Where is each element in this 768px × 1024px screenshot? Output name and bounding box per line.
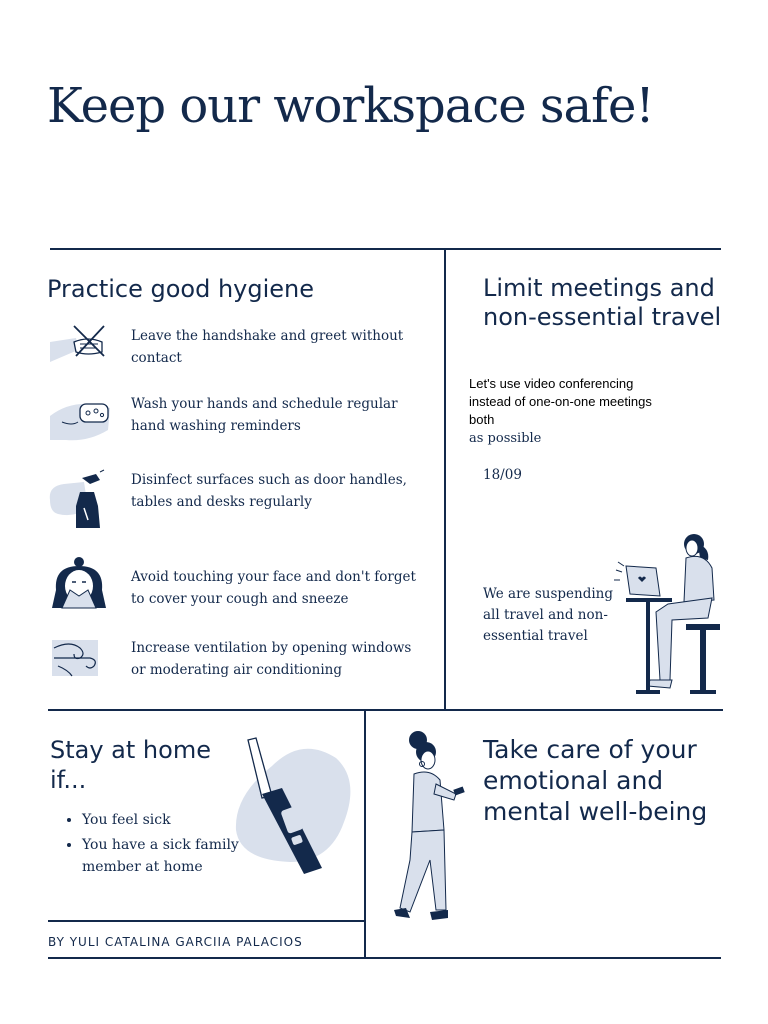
hand-washing-icon (48, 396, 114, 446)
thermometer-icon (232, 736, 356, 878)
upper-vertical-divider (444, 249, 446, 710)
stay-home-list (50, 809, 252, 881)
wellbeing-heading: Take care of your emotional and mental well-being (483, 735, 708, 826)
hygiene-item-ventilation: Increase ventilation by opening windows or moderating air conditioning (131, 640, 412, 678)
video-line-3: both (469, 412, 495, 427)
video-line-last: as possible (469, 431, 542, 446)
stay-home-heading: Stay at home if... (50, 736, 211, 794)
byline-divider (48, 920, 365, 922)
woman-phone-illustration (390, 730, 470, 924)
cough-face-icon (50, 556, 108, 610)
spray-bottle-icon (44, 468, 106, 532)
hygiene-item-face: Avoid touching your face and don't forget to cover your cough and sneeze (131, 569, 416, 607)
meetings-heading-line2: non-essential travel (483, 303, 722, 331)
video-line-2: instead of one-on-one meetings (469, 394, 652, 409)
top-divider (50, 248, 721, 250)
no-handshake-icon (48, 322, 108, 368)
hygiene-item-wash-hands: Wash your hands and schedule regular hand washing reminders (131, 396, 398, 434)
byline: BY YULI CATALINA GARCIIA PALACIOS (48, 935, 303, 949)
meetings-heading (483, 274, 721, 332)
stay-home-bullet-1: • You feel sick (82, 809, 252, 832)
wind-icon (50, 636, 102, 680)
suspend-travel-text: We are suspending all travel and non-essential travel (483, 586, 614, 644)
page-title: Keep our workspace safe! (47, 78, 654, 134)
hygiene-item-disinfect: Disinfect surfaces such as door handles, tables and desks regularly (131, 472, 407, 510)
video-line-1: Let's use video conferencing (469, 376, 634, 391)
video-conferencing-text (469, 375, 652, 429)
bottom-divider (48, 957, 721, 959)
date-label: 18/09 (483, 467, 522, 483)
stay-home-bullet-2: • You have a sick family member at home (82, 834, 252, 879)
hygiene-item-handshake: Leave the handshake and greet without contact (131, 328, 404, 366)
middle-divider (48, 709, 723, 711)
meetings-heading-line1: Limit meetings and (483, 274, 715, 302)
hygiene-heading: Practice good hygiene (47, 275, 315, 303)
woman-laptop-illustration (612, 530, 728, 698)
